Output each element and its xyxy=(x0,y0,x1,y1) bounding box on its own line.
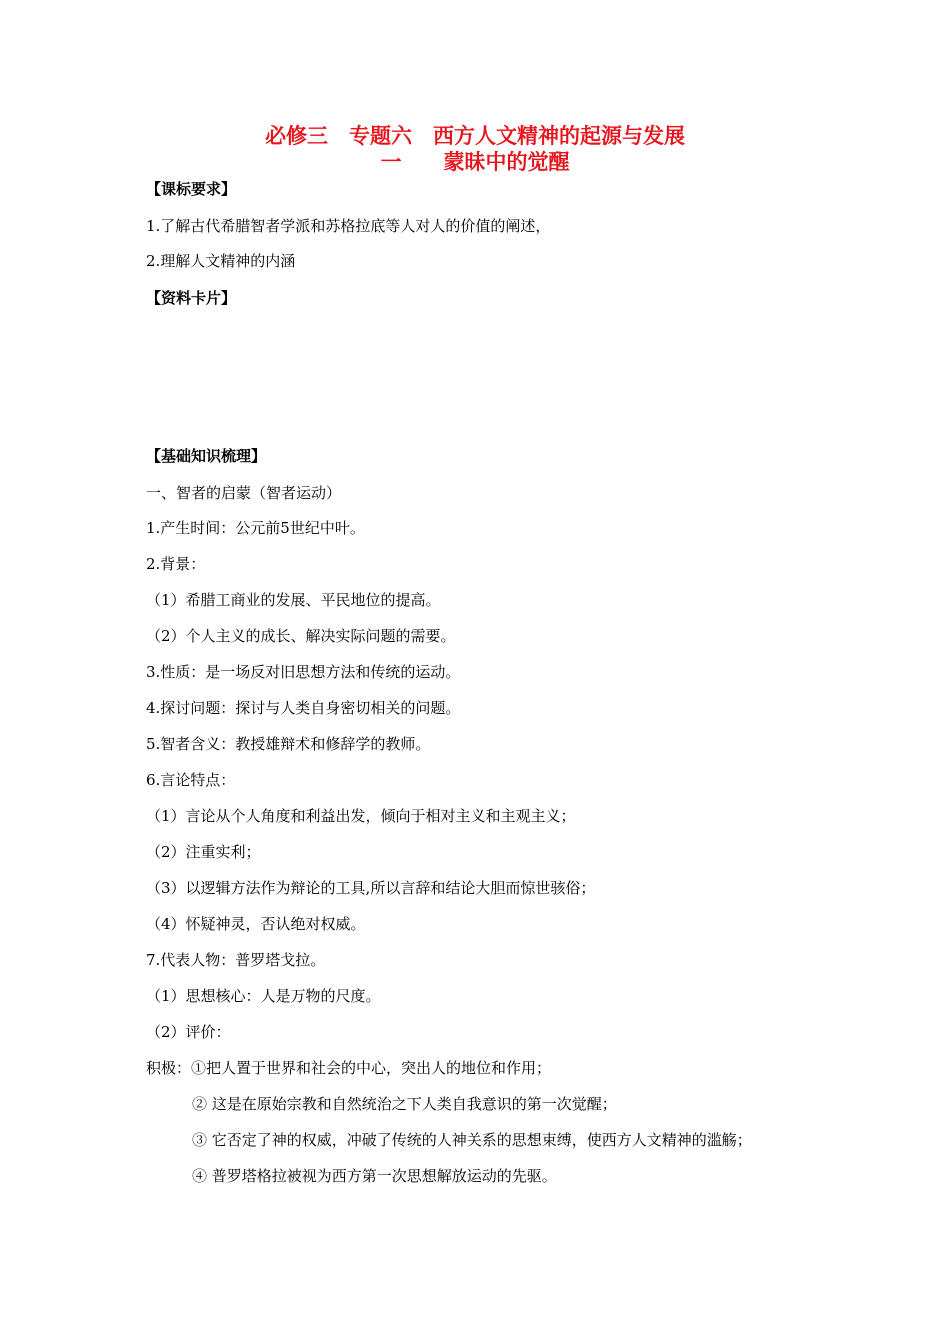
basics-line: （1）言论从个人角度和利益出发，倾向于相对主义和主观主义； xyxy=(146,807,576,825)
basics-line: 2.背景： xyxy=(146,555,206,573)
curriculum-item: 1.了解古代希腊智者学派和苏格拉底等人对人的价值的阐述， xyxy=(146,217,551,235)
basics-line: （4）怀疑神灵，否认绝对权威。 xyxy=(146,915,366,933)
basics-line: （2）注重实利； xyxy=(146,843,261,861)
evaluation-item: ② 这是在原始宗教和自然统治之下人类自我意识的第一次觉醒； xyxy=(192,1095,617,1113)
basics-line: 6.言论特点： xyxy=(146,771,236,789)
section-heading-basics: 【基础知识梳理】 xyxy=(146,447,267,465)
basics-line: 1.产生时间：公元前5世纪中叶。 xyxy=(146,519,365,537)
basics-line: （2）个人主义的成长、解决实际问题的需要。 xyxy=(146,627,456,645)
section-heading-material-card: 【资料卡片】 xyxy=(146,289,237,307)
evaluation-item: ④ 普罗塔格拉被视为西方第一次思想解放运动的先驱。 xyxy=(192,1167,557,1185)
basics-line: （2）评价： xyxy=(146,1023,231,1041)
basics-line: （3）以逻辑方法作为辩论的工具,所以言辞和结论大胆而惊世骇俗； xyxy=(146,879,596,897)
page-subtitle: 一 蒙昧中的觉醒 xyxy=(380,150,570,174)
basics-line: （1）思想核心：人是万物的尺度。 xyxy=(146,987,381,1005)
basics-line: 3.性质：是一场反对旧思想方法和传统的运动。 xyxy=(146,663,461,681)
basics-line: （1）希腊工商业的发展、平民地位的提高。 xyxy=(146,591,441,609)
basics-line: 5.智者含义：教授雄辩术和修辞学的教师。 xyxy=(146,735,431,753)
basics-line: 4.探讨问题：探讨与人类自身密切相关的问题。 xyxy=(146,699,461,717)
basics-line: 积极：①把人置于世界和社会的中心，突出人的地位和作用； xyxy=(146,1059,552,1077)
basics-line: 7.代表人物：普罗塔戈拉。 xyxy=(146,951,326,969)
page-title: 必修三 专题六 西方人文精神的起源与发展 xyxy=(265,124,685,148)
evaluation-item: ③ 它否定了神的权威，冲破了传统的人神关系的思想束缚，使西方人文精神的滥觞； xyxy=(192,1131,752,1149)
section-heading-curriculum: 【课标要求】 xyxy=(146,180,237,198)
basics-line: 一、智者的启蒙（智者运动） xyxy=(146,484,342,502)
curriculum-item: 2.理解人文精神的内涵 xyxy=(146,252,296,270)
